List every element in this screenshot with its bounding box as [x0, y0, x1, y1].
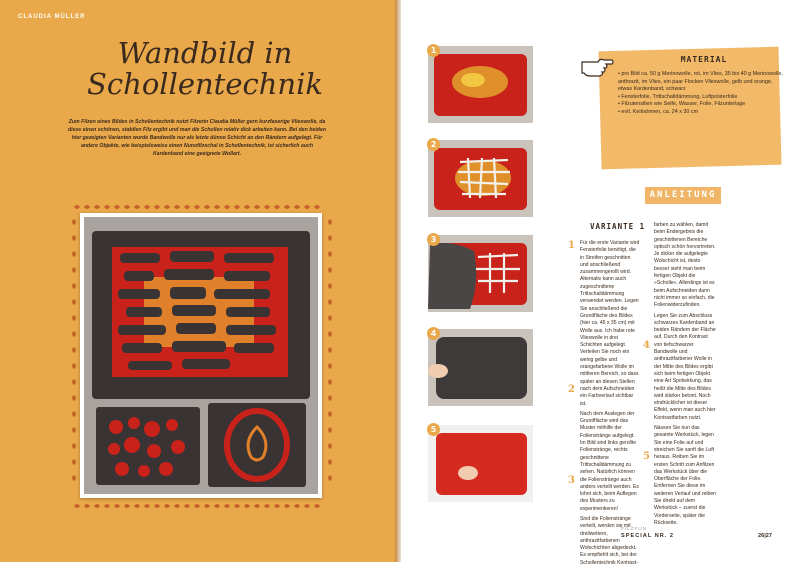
material-item: • evtl. Keilrahmen, ca. 24 x 30 cm: [618, 109, 783, 117]
left-page: [0, 0, 397, 562]
step-number-badge: 3: [427, 233, 440, 246]
material-list: [612, 71, 783, 116]
material-box: [600, 49, 783, 167]
instruction-column-1: [580, 240, 640, 570]
step-photo-2: [428, 140, 533, 217]
leaf-border-top: [72, 203, 328, 211]
felt-step-image: [428, 329, 533, 406]
instruction-paragraph: Für die erste Variante wird Fensterfolie benötigt, die in Streifen geschnitten und anschließend zusammengerollt wird. Alternativ kann auch zugeschnittene Trittschalldämmung verwendet werden. Legen Sie anschließend die Grundfläche des Bildes (hier ca. 45 x 35 cm) mit Wolle aus. Ich habe rote Vlieswolle in drei Schichten aufgelegt. Verteilen Sie noch ein wenig gelbe und orangefarbene Wolle im mittleren Bereich, so dass später an diesen Stellen nach dem Aufschneiden ein Farbverlauf sichtbar ist.: [580, 240, 640, 407]
page-title: [60, 38, 350, 100]
footer-special: SPECIAL NR. 2: [621, 533, 674, 539]
step-photo-5: [428, 425, 533, 502]
leaf-border-right: [326, 215, 334, 495]
footer-magazine: FILZFUN: [621, 526, 647, 531]
leaf-pattern-icon: [72, 203, 328, 211]
leaf-pattern-icon: [326, 215, 334, 495]
step-number-badge: 1: [427, 44, 440, 57]
felt-step-image: [428, 425, 533, 502]
instruction-paragraph: Nässen Sie nun das gesamte Werkstück, legen Sie eine Folie auf und streichen Sie sanft die Luft heraus. Reiben Sie im ersten Schritt zum Anfilzen das Werkstück über die Oberfläche der Folie. Entfernen Sie diese im weiteren Verlauf und reiben Sie direkt auf dem Werkstück – zuerst die Vorderseite, später die Rückseite.: [654, 425, 717, 526]
text-step-number: 2: [568, 384, 575, 395]
text-step-number: 4: [643, 340, 650, 351]
leaf-border-bottom: [72, 502, 328, 510]
felt-step-image: [428, 140, 533, 217]
title-line-2: Schollentechnik: [87, 67, 323, 101]
step-photo-1: [428, 46, 533, 123]
text-step-number: 3: [568, 475, 575, 486]
material-heading: MATERIAL: [680, 55, 728, 64]
instruction-paragraph: farben zu wählen, damit beim Endergebnis die geschnittenen Bereiche optisch schön hervortreten. Je dicker die aufgelegte Wolschicht ist, desto besser sieht man beim fertigen Objekt die »Scholle«. Allerdings ist es beim Aufschneiden dann nicht immer so einfach, die Folienwiderzufinden.: [654, 222, 716, 309]
author-name: CLAUDIA MÜLLER: [18, 14, 86, 20]
leaf-pattern-icon: [70, 215, 78, 495]
instruction-paragraph: Nach dem Auslegen der Grundfläche wird das Muster mithilfe der Folienstränge aufgelegt. Im Bild sind links gerollte Folienstränge, rechts geschnittene Trittschalldämmung zu sehen. Natürlich können die Folienstränge auch anders verteilt werden. Es lohnt sich, beim Auflegen des Musters zu experimentieren!: [580, 410, 639, 512]
step-photo-4: [428, 329, 533, 406]
instruction-paragraph: Legen Sie zum Abschluss schwarzes Kardenband an beiden Rändern der Fläche auf. Durch den Kontrast von tiefschwarzer Bandwolle und anthrazitfarbener Wolle in der Mitte des Bildes ergibt sich beim fertigen Objekt eine Art Spotwirkung, das heißt die Mitte des Bildes wird stärker betont. Noch eindrücklicher ist dieser Effekt, wenn man auch hier Kontrastfarben nutzt.: [654, 312, 716, 421]
leaf-border-left: [70, 215, 78, 495]
step-photo-3: [428, 235, 533, 312]
material-item: • Filzutensilien wie Seife, Wasser, Folie, Filzunterlage: [618, 101, 783, 109]
variant-heading: VARIANTE 1: [590, 222, 646, 231]
intro-text: Zum Filzen eines Bildes in Schollentechnik nutzt Filzerin Claudia Müller gern kurzfaserige Vlieswolle, da diese einen schönen, stabilen Filz ergibt und man die Schollen relativ dick arbeiten kann. Bei den beiden hier gezeigten Varianten wurde Bandwolle nur als letzte dünne Schicht an den Rändern aufgelegt. Für andere Objekte, wie beispielsweise einen Nunofilzschal in Schollentechnik, ist sicherlich auch Kardenband eine geeignete Wollart.: [68, 119, 326, 157]
step-number-badge: 2: [427, 138, 440, 151]
leaf-pattern-icon: [72, 502, 328, 510]
step-number-badge: 4: [427, 327, 440, 340]
text-step-number: 1: [568, 240, 575, 251]
step-number-badge: 5: [427, 423, 440, 436]
felt-step-image: [428, 235, 533, 312]
instruction-paragraph: Sind die Folienstränge verteilt, werden sie mit dreilwettern, anthrazitfarbenen Wolschichten abgedeckt. Es empfiehlt sich, bei der Schollentechnik Kontrast-: [580, 515, 638, 566]
text-step-number: 5: [643, 451, 650, 462]
material-item: • Fensterfolie, Trittschalldämmung, Luftpolsterfolie: [618, 94, 783, 102]
felt-artwork-image: [84, 217, 318, 494]
anleitung-heading: ANLEITUNG: [645, 187, 721, 204]
main-felt-photo: [80, 213, 322, 498]
title-line-1: Wandbild in: [117, 36, 293, 70]
felt-step-image: [428, 46, 533, 123]
page-numbers: 26|27: [758, 533, 773, 539]
instruction-column-2: [654, 222, 716, 530]
pointing-hand-icon: [580, 54, 614, 83]
material-item: • pro Bild ca. 50 g Merinowolle, rot, im Vlies, 35 bis 40 g Merinowolle, anthrazit, im Vlies, ein paar Flocken Vlieswolle, gelb und orange, etwas Kardenband, schwarz: [618, 71, 783, 94]
